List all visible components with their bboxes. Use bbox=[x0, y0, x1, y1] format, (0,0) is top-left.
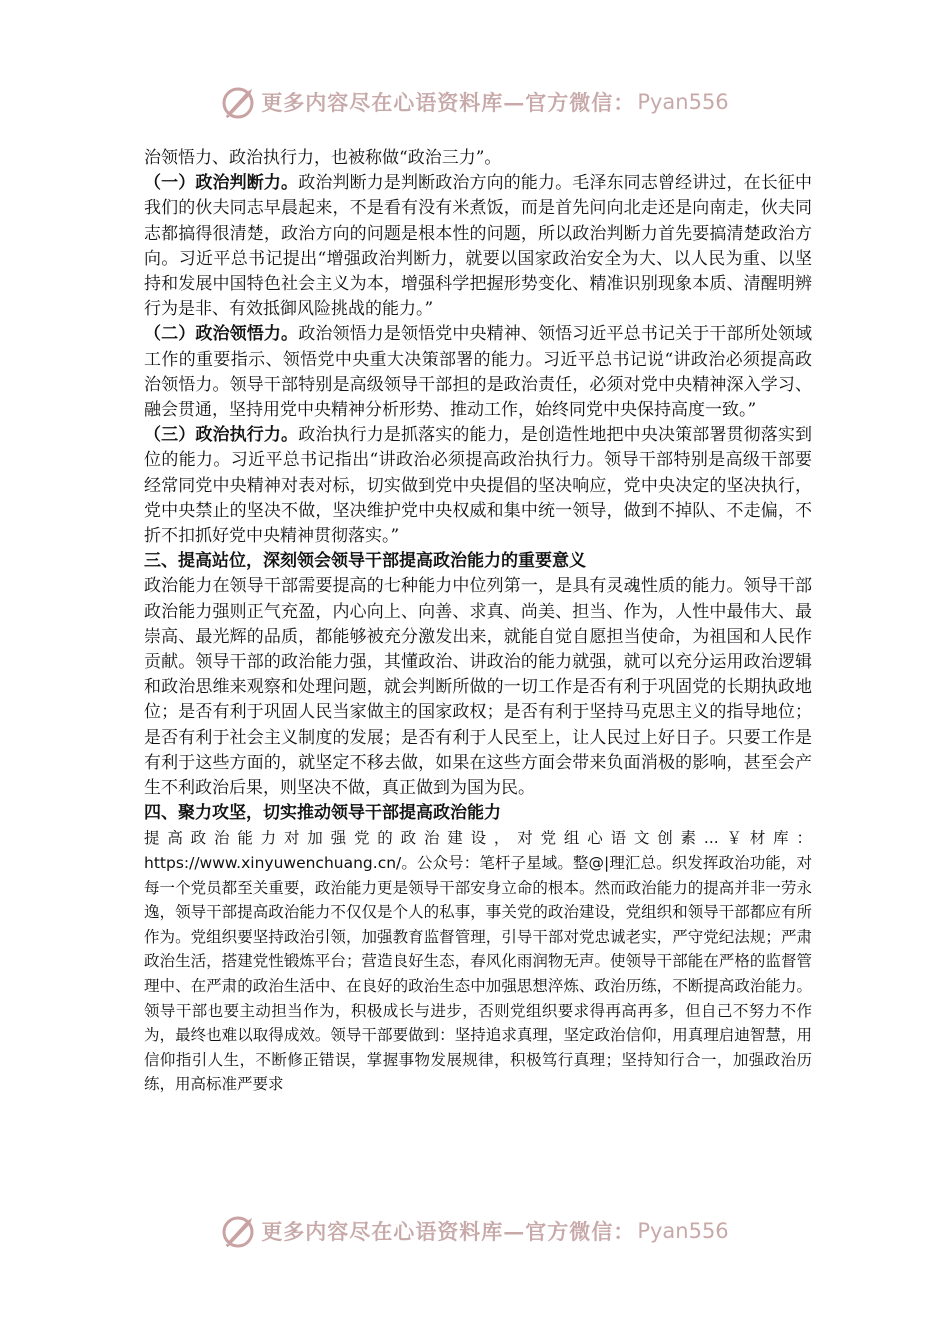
paragraph bbox=[144, 171, 812, 322]
banner-wechat-id: Pyan556 bbox=[637, 1219, 729, 1243]
paragraph: 提高政治能力对加强党的政治建设，对党组心语文创素...￥材库：https://www.xinyuwenchuang.cn/。公众号：笔杆子星域。整@|理汇总。织发挥政治功能，对每一个党员都至关重要，政治能力更是领导干部安身立命的根本。然而政治能力的提高并非一劳永逸，领导干部提高政治能力不仅仅是个人的私事，事关党的政治建设，党组织和领导干部都应有所作为。党组织要坚持政治引领，加强教育监督管理，引导干部对党忠诚老实，严守党纪法规；严肃政治生活，搭建党性锻炼平台；营造良好生态，春风化雨润物无声。使领导干部能在严格的监督管理中、在严肃的政治生活中、在良好的政治生态中加强思想淬炼、政治历练，不断提高政治能力。领导干部也要主动担当作为，积极成长与进步，否则党组织要求得再高再多，但自己不努力不作为，最终也难以取得成效。领导干部要做到：坚持追求真理，坚定政治信仰，用真理启迪智慧，用信仰指引人生，不断修正错误，掌握事物发展规律，积极笃行真理；坚持知行合一，加强政治历练，用高标准严要求 bbox=[144, 829, 812, 1094]
paragraph-lead: （二）政治领悟力。 bbox=[144, 324, 299, 345]
paragraph-lead: （三）政治执行力。 bbox=[144, 425, 299, 446]
header-banner bbox=[0, 82, 950, 122]
footer-banner bbox=[0, 1211, 950, 1251]
paragraph bbox=[144, 423, 812, 549]
section-heading: 三、提高站位，深刻领会领导干部提高政治能力的重要意义 bbox=[144, 551, 586, 572]
paragraph: 治领悟力、政治执行力，也被称做“政治三力”。 bbox=[144, 148, 502, 168]
paragraph-text: 政治领悟力是领悟党中央精神、领悟习近平总书记关于干部所处领域工作的重要指示、领悟党中央重大决策部署的能力。习近平总书记说“讲政治必须提高政治领悟力。领导干部特别是高级领导干部担的是政治责任，必须对党中央精神深入学习、融会贯通，坚持用党中央精神分析形势、推动工作，始终同党中央保持高度一致。” bbox=[144, 324, 813, 421]
document-body bbox=[144, 146, 812, 1097]
section-heading: 四、聚力攻坚，切实推动领导干部提高政治能力 bbox=[144, 803, 501, 824]
brush-pen-logo-icon bbox=[221, 84, 257, 120]
banner-wechat-id: Pyan556 bbox=[637, 90, 729, 114]
paragraph: 政治能力在领导干部需要提高的七种能力中位列第一，是具有灵魂性质的能力。领导干部政治能力强则正气充盈，内心向上、向善、求真、尚美、担当、作为，人性中最伟大、最崇高、最光辉的品质，都能够被充分激发出来，就能自觉自愿担当使命，为祖国和人民作贡献。领导干部的政治能力强，其懂政治、讲政治的能力就强，就可以充分运用政治逻辑和政治思维来观察和处理问题，就会判断所做的一切工作是否有利于巩固党的长期执政地位；是否有利于巩固人民当家做主的国家政权；是否有利于坚持马克思主义的指导地位；是否有利于社会主义制度的发展；是否有利于人民至上，让人民过上好日子。只要工作是有利于这些方面的，就坚定不移去做，如果在这些方面会带来负面消极的影响，甚至会产生不利政治后果，则坚决不做，真正做到为国为民。 bbox=[144, 576, 812, 799]
paragraph bbox=[144, 322, 812, 423]
brush-pen-logo-icon bbox=[221, 1213, 257, 1249]
banner-text: 更多内容尽在心语资料库—官方微信： bbox=[261, 90, 636, 115]
paragraph-text: 政治判断力是判断政治方向的能力。毛泽东同志曾经讲过，在长征中我们的伙夫同志早晨起来，不是看有没有米煮饭，而是首先问向北走还是向南走，伙夫同志都搞得很清楚，政治方向的问题是根本性的问题，所以政治判断力首先要搞清楚政治方向。习近平总书记提出“增强政治判断力，就要以国家政治安全为大、以人民为重、以坚持和发展中国特色社会主义为本，增强科学把握形势变化、精准识别现象本质、清醒明辨行为是非、有效抵御风险挑战的能力。” bbox=[144, 173, 813, 320]
paragraph-lead: （一）政治判断力。 bbox=[144, 173, 299, 194]
banner-text: 更多内容尽在心语资料库—官方微信： bbox=[261, 1219, 636, 1244]
paragraph-text: 政治执行力是抓落实的能力，是创造性地把中央决策部署贯彻落实到位的能力。习近平总书记指出“讲政治必须提高政治执行力。领导干部特别是高级干部要经常同党中央精神对表对标，切实做到党中央提倡的坚决响应，党中央决定的坚决执行，党中央禁止的坚决不做，坚决维护党中央权威和集中统一领导，做到不掉队、不走偏，不折不扣抓好党中央精神贯彻落实。” bbox=[144, 425, 813, 547]
